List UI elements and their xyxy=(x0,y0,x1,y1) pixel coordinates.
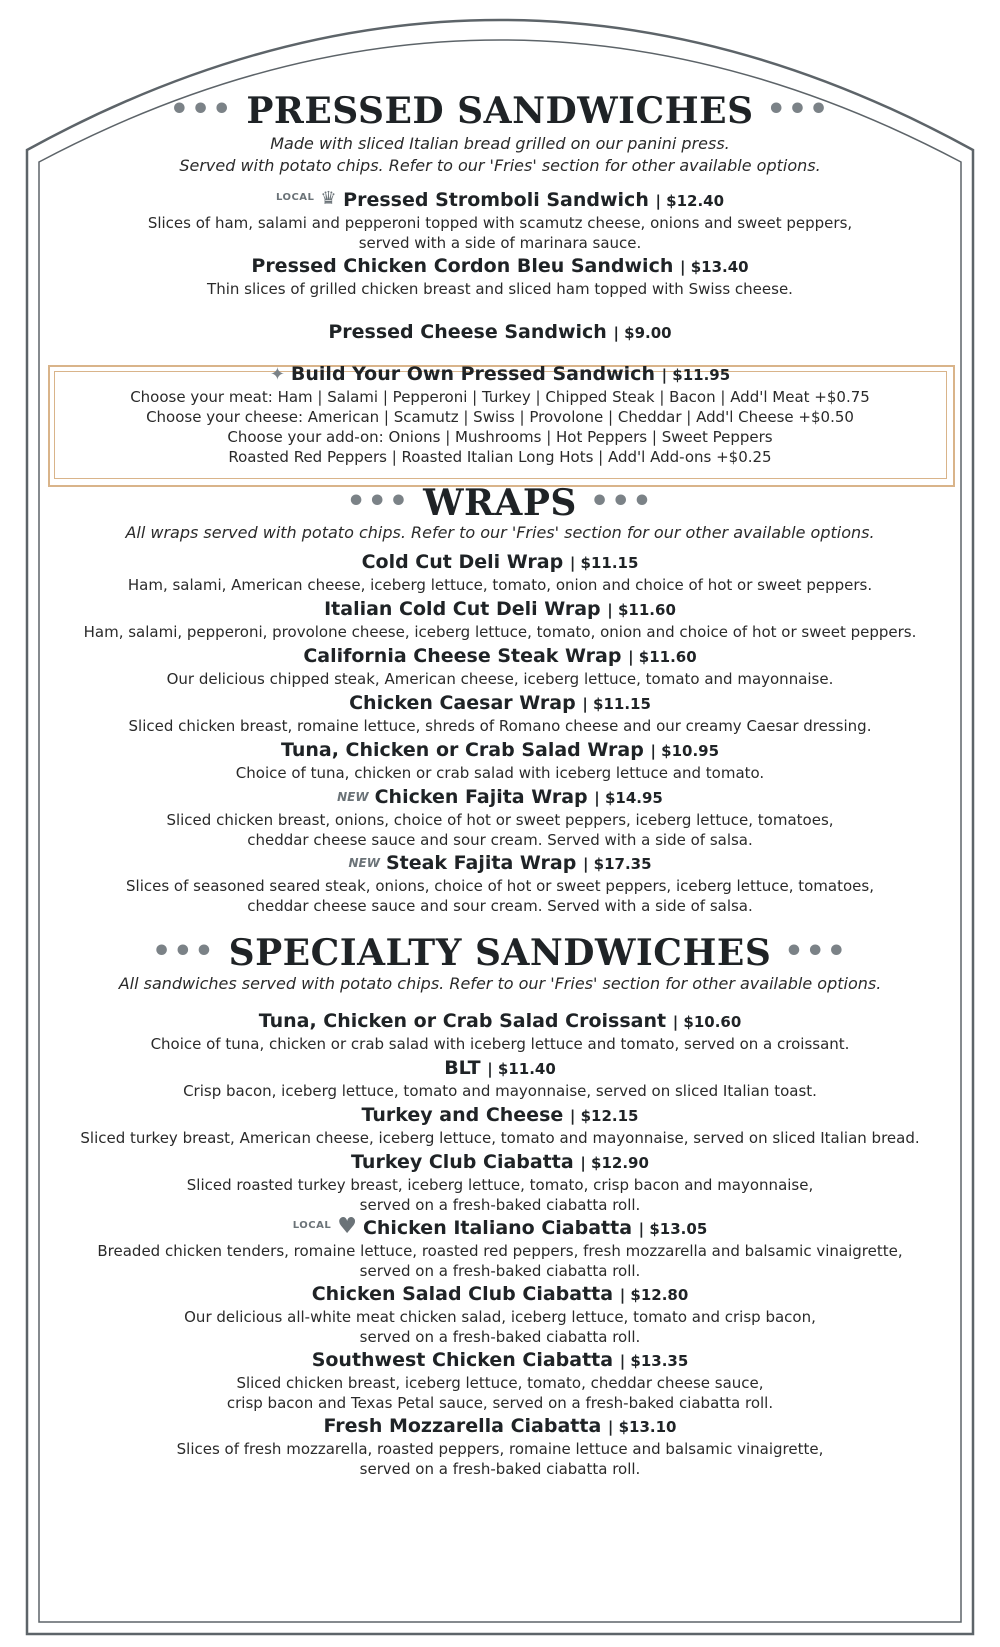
item-price: | $11.15 xyxy=(582,695,651,713)
menu-item xyxy=(0,1056,1000,1101)
item-name: Chicken Italiano Ciabatta xyxy=(362,1217,633,1239)
item-description: Breaded chicken tenders, romaine lettuce, roasted red peppers, fresh mozzarella and balsamic vinaigrette, xyxy=(97,1242,903,1260)
menu-item xyxy=(0,738,1000,783)
item-description: Sliced chicken breast, onions, choice of hot or sweet peppers, iceberg lettuce, tomatoes, xyxy=(166,811,834,829)
item-price: | $12.40 xyxy=(655,192,725,210)
menu-item xyxy=(0,1348,1000,1413)
option-line-meat: Choose your meat: Ham | Salami | Pepperoni | Turkey | Chipped Steak | Bacon | Add'l Meat +$0.75 xyxy=(130,388,870,406)
menu-item xyxy=(0,644,1000,689)
menu-item xyxy=(0,1103,1000,1148)
section-subtitle: All sandwiches served with potato chips. Refer to our 'Fries' section for other available options. xyxy=(118,974,882,993)
menu-item xyxy=(0,1009,1000,1054)
item-name: Southwest Chicken Ciabatta xyxy=(311,1349,614,1371)
item-name: Chicken Fajita Wrap xyxy=(374,786,588,808)
menu-item xyxy=(0,254,1000,299)
item-name: Pressed Chicken Cordon Bleu Sandwich xyxy=(251,255,674,277)
item-name: California Cheese Steak Wrap xyxy=(303,645,622,667)
menu-item xyxy=(0,851,1000,916)
section-subtitle: Made with sliced Italian bread grilled on our panini press. xyxy=(270,134,730,153)
item-name: BLT xyxy=(444,1057,481,1079)
menu-item xyxy=(0,1213,1000,1281)
item-description: Sliced chicken breast, iceberg lettuce, tomato, cheddar cheese sauce, xyxy=(236,1374,764,1392)
item-price: | $12.80 xyxy=(619,1286,689,1304)
menu-item xyxy=(0,1150,1000,1215)
item-description: Ham, salami, pepperoni, provolone cheese, iceberg lettuce, tomato, onion and choice of hot or sweet peppers. xyxy=(83,623,917,641)
item-name: Fresh Mozzarella Ciabatta xyxy=(323,1415,602,1437)
item-description: served on a fresh-baked ciabatta roll. xyxy=(359,1262,641,1280)
item-price: | $12.90 xyxy=(580,1154,649,1172)
section-title-text: WRAPS xyxy=(423,482,577,524)
item-description: Sliced roasted turkey breast, iceberg lettuce, tomato, crisp bacon and mayonnaise, xyxy=(186,1176,814,1194)
item-price: | $11.40 xyxy=(487,1060,556,1078)
item-description: Sliced turkey breast, American cheese, iceberg lettuce, tomato and mayonnaise, served on sliced Italian bread. xyxy=(80,1129,920,1147)
item-description: cheddar cheese sauce and sour cream. Served with a side of salsa. xyxy=(247,897,753,915)
item-name: Italian Cold Cut Deli Wrap xyxy=(324,598,601,620)
sparkle-icon: ✦ xyxy=(269,364,285,385)
item-name: Steak Fajita Wrap xyxy=(385,852,577,874)
decorative-dots: ••• xyxy=(346,484,411,519)
item-name: Pressed Stromboli Sandwich xyxy=(343,189,649,211)
item-name: Chicken Salad Club Ciabatta xyxy=(311,1283,614,1305)
local-badge: LOCAL xyxy=(292,1219,332,1231)
menu-item xyxy=(0,597,1000,642)
option-line-addon-more: Roasted Red Peppers | Roasted Italian Long Hots | Add'l Add-ons +$0.25 xyxy=(228,448,772,466)
item-description: Slices of fresh mozzarella, roasted peppers, romaine lettuce and balsamic vinaigrette, xyxy=(176,1440,824,1458)
item-description: served on a fresh-baked ciabatta roll. xyxy=(359,1460,641,1478)
item-name: Turkey and Cheese xyxy=(361,1104,564,1126)
menu-item xyxy=(0,691,1000,736)
decorative-dots: ••• xyxy=(152,934,216,969)
item-description: Ham, salami, American cheese, iceberg lettuce, tomato, onion and choice of hot or sweet peppers. xyxy=(127,576,873,594)
item-name: Pressed Cheese Sandwich xyxy=(328,321,607,343)
item-price: | $17.35 xyxy=(582,855,652,873)
menu-item xyxy=(0,1414,1000,1479)
item-price: | $12.15 xyxy=(569,1107,639,1125)
option-line-cheese: Choose your cheese: American | Scamutz | Swiss | Provolone | Cheddar | Add'l Cheese +$0.50 xyxy=(146,408,854,426)
decorative-dots: ••• xyxy=(766,92,831,127)
item-description: Our delicious all-white meat chicken salad, iceberg lettuce, tomato and crisp bacon, xyxy=(184,1308,816,1326)
item-description: served on a fresh-baked ciabatta roll. xyxy=(359,1328,641,1346)
item-description: Slices of ham, salami and pepperoni topped with scamutz cheese, onions and sweet peppers, xyxy=(147,214,853,232)
item-name: Tuna, Chicken or Crab Salad Wrap xyxy=(280,739,644,761)
item-description: Our delicious chipped steak, American cheese, iceberg lettuce, tomato and mayonnaise. xyxy=(166,670,834,688)
item-description: Slices of seasoned seared steak, onions, choice of hot or sweet peppers, iceberg lettuce, tomatoes, xyxy=(126,877,874,895)
item-description: Choice of tuna, chicken or crab salad with iceberg lettuce and tomato. xyxy=(235,764,765,782)
item-price: | $13.40 xyxy=(680,258,749,276)
item-description: served with a side of marinara sauce. xyxy=(358,234,642,252)
menu-item xyxy=(0,188,1000,253)
item-description: served on a fresh-baked ciabatta roll. xyxy=(359,1196,641,1214)
section-title-specialty xyxy=(0,930,1000,979)
item-description: Choice of tuna, chicken or crab salad with iceberg lettuce and tomato, served on a croissant. xyxy=(150,1035,850,1053)
section-title-pressed xyxy=(0,88,1000,137)
menu-item xyxy=(0,550,1000,595)
item-description: cheddar cheese sauce and sour cream. Served with a side of salsa. xyxy=(247,831,753,849)
option-line-addon: Choose your add-on: Onions | Mushrooms | Hot Peppers | Sweet Peppers xyxy=(227,428,773,446)
item-price: | $13.10 xyxy=(607,1418,677,1436)
item-price: | $10.95 xyxy=(650,742,720,760)
new-badge: NEW xyxy=(348,855,380,870)
item-price: | $11.15 xyxy=(569,554,639,572)
section-title-text: SPECIALTY SANDWICHES xyxy=(228,932,772,974)
menu-item xyxy=(0,1282,1000,1347)
item-price: | $11.60 xyxy=(628,648,697,666)
item-price: | $11.60 xyxy=(607,601,676,619)
item-name: Cold Cut Deli Wrap xyxy=(361,551,564,573)
item-description: crisp bacon and Texas Petal sauce, served on a fresh-baked ciabatta roll. xyxy=(226,1394,774,1412)
item-name: Chicken Caesar Wrap xyxy=(349,692,576,714)
section-subtitle: All wraps served with potato chips. Refer to our 'Fries' section for our other available options. xyxy=(125,523,875,542)
item-name: Turkey Club Ciabatta xyxy=(351,1151,574,1173)
item-description: Thin slices of grilled chicken breast and sliced ham topped with Swiss cheese. xyxy=(207,280,793,298)
item-price: | $13.35 xyxy=(619,1352,689,1370)
decorative-dots: ••• xyxy=(784,934,848,969)
item-price: | $11.95 xyxy=(661,366,731,384)
item-description: Sliced chicken breast, romaine lettuce, shreds of Romano cheese and our creamy Caesar dressing. xyxy=(128,717,872,735)
item-name: Build Your Own Pressed Sandwich xyxy=(290,363,655,385)
item-price: | $13.05 xyxy=(638,1220,708,1238)
build-your-own-item xyxy=(0,362,1000,467)
item-name: Tuna, Chicken or Crab Salad Croissant xyxy=(258,1010,667,1032)
decorative-dots: ••• xyxy=(169,92,234,127)
menu-item xyxy=(0,785,1000,850)
section-title-text: PRESSED SANDWICHES xyxy=(246,90,754,132)
item-description: Crisp bacon, iceberg lettuce, tomato and mayonnaise, served on sliced Italian toast. xyxy=(183,1082,817,1100)
local-badge: LOCAL xyxy=(275,191,315,203)
decorative-dots: ••• xyxy=(589,484,654,519)
item-price: | $14.95 xyxy=(594,789,663,807)
crown-icon: ♛ xyxy=(320,187,337,209)
new-badge: NEW xyxy=(337,789,369,804)
section-subtitle: Served with potato chips. Refer to our 'Fries' section for other available options. xyxy=(179,156,821,175)
item-price: | $10.60 xyxy=(672,1013,742,1031)
heart-icon: ♥ xyxy=(337,1213,357,1239)
item-price: | $9.00 xyxy=(613,324,672,342)
menu-item xyxy=(0,320,1000,345)
